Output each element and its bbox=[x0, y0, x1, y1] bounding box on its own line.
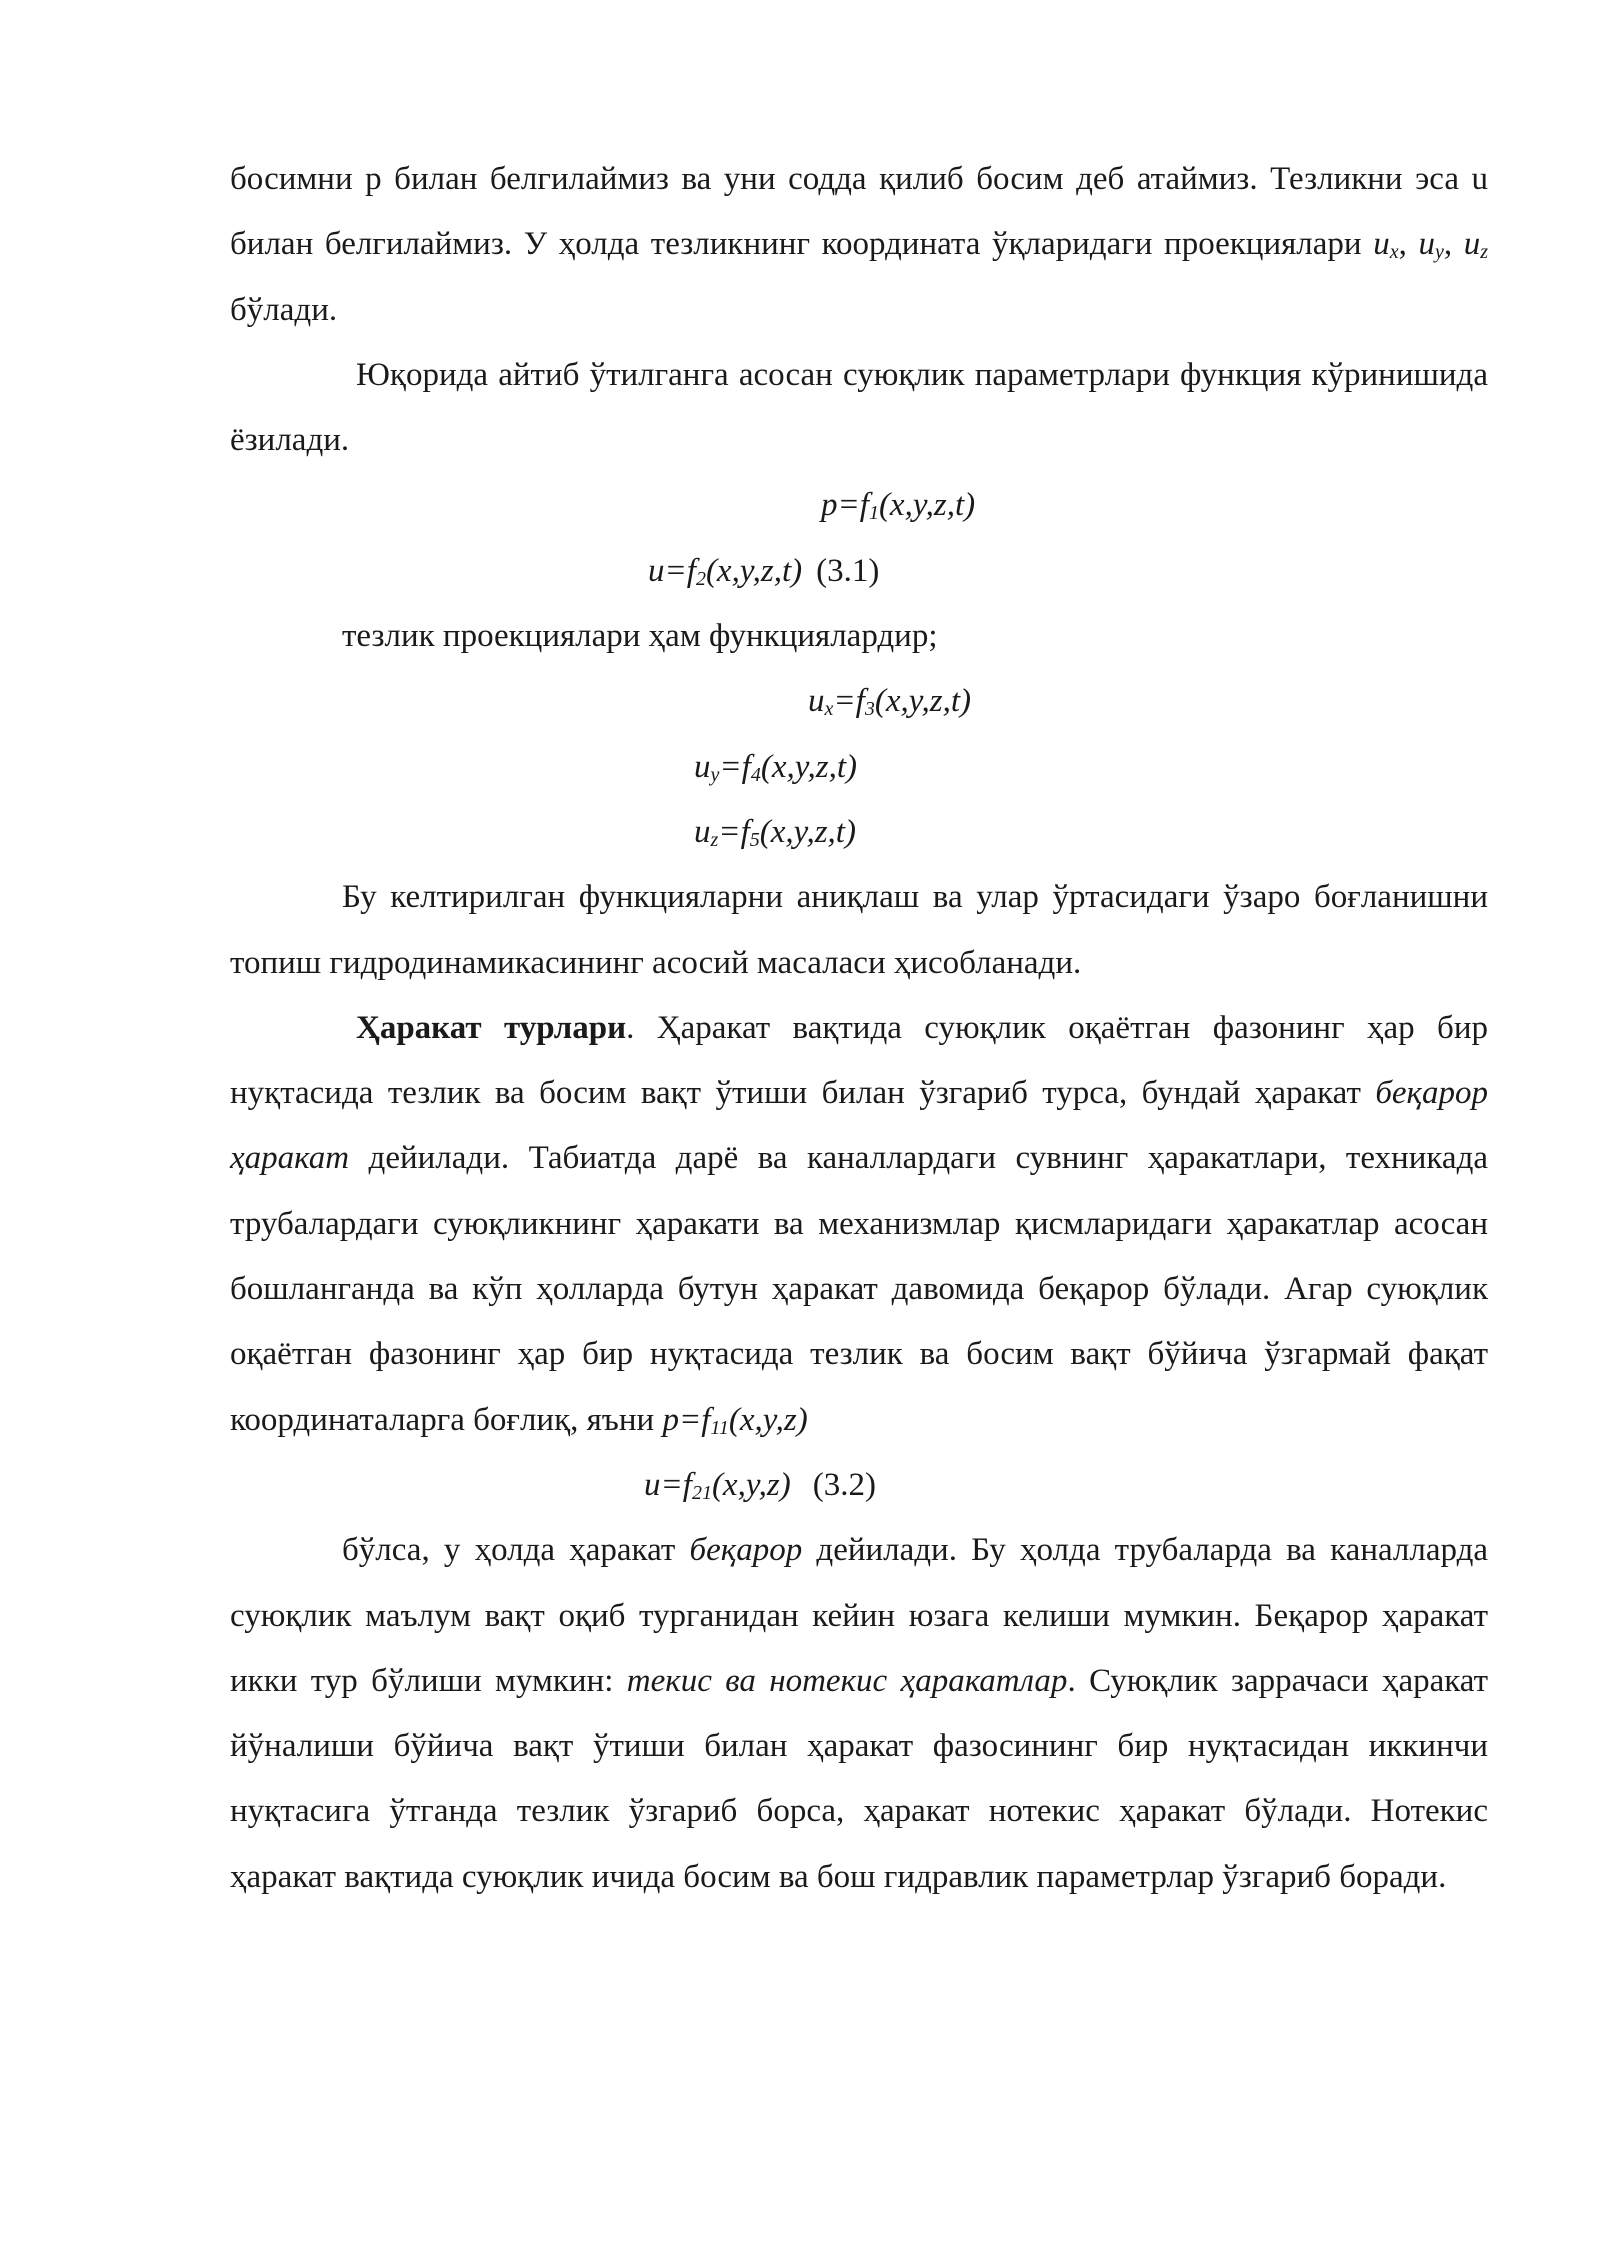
equation-pressure bbox=[230, 473, 1488, 538]
subscript-y: y bbox=[710, 763, 720, 786]
eq-lhs: =f bbox=[719, 748, 751, 785]
equation-velocity bbox=[230, 539, 1488, 604]
text-run: . Ҳаракат вақтида суюқлик оқаётган фазонинг ҳар бир нуқтасида тезлик ва босим вақт ўтиши билан ўзгариб турса, бундай ҳаракат bbox=[230, 1009, 1488, 1112]
subscript-y: y bbox=[1434, 241, 1444, 264]
text-run: . Суюқлик заррачаси ҳаракат йўналиши бўйича вақт ўтиши билан ҳаракат фазосининг бир нуқтасидан иккинчи нуқтасига ўтганда тезлик ўзгариб борса, ҳаракат нотекис ҳаракат бўлади. Нотекис ҳаракат вақтида суюқлик ичида босим ва бош гидравлик параметрлар ўзгариб боради. bbox=[230, 1662, 1488, 1895]
eq-rhs: (x,y,z,t) bbox=[874, 683, 972, 720]
equation-uy bbox=[230, 735, 1488, 800]
subscript-z: z bbox=[710, 828, 719, 851]
eq-rhs: (x,y,z) bbox=[711, 1466, 791, 1503]
text-run: , bbox=[1398, 226, 1419, 263]
emphasis: текис ва нотекис ҳаракатлар bbox=[626, 1662, 1068, 1699]
paragraph-5 bbox=[230, 1518, 1488, 1910]
equation-number: (3.1) bbox=[816, 552, 880, 589]
emphasis: беқарор ҳаракат bbox=[230, 1075, 1488, 1177]
eq-sub: 4 bbox=[750, 763, 761, 786]
symbol-u: u bbox=[1373, 226, 1390, 263]
text-run: дейилади. Табиатда дарё ва каналлардаги сувнинг ҳаракатлари, техникада трубалардаги суюқликнинг ҳаракати ва механизмлар қисмларидаги ҳаракатлар асосан бошланганда ва кўп ҳолларда бутун ҳаракат давомида беқарор бўлади. Агар суюқлик оқаётган фазонинг ҳар бир нуқтасида тезлик ва босим вақт бўйича ўзгармай фақат координаталарга боғлиқ, яъни bbox=[230, 1140, 1488, 1438]
eq-lhs: p=f bbox=[662, 1401, 711, 1438]
text-run: бўлса, у ҳолда ҳаракат bbox=[342, 1532, 690, 1569]
subscript-z: z bbox=[1480, 241, 1489, 264]
symbol-u: u bbox=[808, 683, 825, 720]
velocity-symbol bbox=[1373, 226, 1398, 262]
symbol-u: u bbox=[694, 748, 711, 785]
eq-lhs: =f bbox=[833, 683, 865, 720]
equation-uz bbox=[230, 800, 1488, 865]
eq-sub: 1 bbox=[868, 502, 879, 525]
equation-steady-velocity bbox=[230, 1453, 1488, 1518]
text-run: дейилади. Бу ҳолда трубаларда ва каналларда суюқлик маълум вақт оқиб турганидан кейин юзага келиши мумкин. Беқарор ҳаракат икки тур бўлиши мумкин: bbox=[230, 1532, 1489, 1699]
eq-lhs: p=f bbox=[821, 487, 869, 524]
eq-rhs: (x,y,z) bbox=[728, 1401, 808, 1438]
text-run: , bbox=[1443, 226, 1464, 263]
eq-sub: 11 bbox=[710, 1416, 729, 1439]
eq-sub: 21 bbox=[691, 1481, 712, 1504]
eq-sub: 5 bbox=[749, 828, 760, 851]
eq-sub: 2 bbox=[695, 567, 706, 590]
eq-sub: 3 bbox=[864, 698, 875, 721]
section-heading: Ҳаракат турлари bbox=[356, 1009, 627, 1046]
symbol-u: u bbox=[1463, 226, 1481, 263]
paragraph-2: Юқорида айтиб ўтилганга асосан суюқлик параметрлари функция кўринишида ёзилади. bbox=[230, 356, 1488, 459]
paragraph-projections: тезлик проекциялари ҳам функциялардир; bbox=[342, 618, 938, 655]
eq-lhs: =f bbox=[718, 813, 750, 850]
emphasis: беқарор bbox=[689, 1532, 803, 1569]
velocity-symbol bbox=[1418, 226, 1443, 262]
subscript-x: x bbox=[824, 698, 834, 721]
velocity-symbol bbox=[1464, 226, 1488, 262]
paragraph-1 bbox=[230, 147, 1488, 343]
eq-lhs: u=f bbox=[648, 552, 696, 589]
text-run: босимни р билан белгилаймиз ва уни содда қилиб босим деб атаймиз. Тезликни эса u билан белгилаймиз. У ҳолда тезликнинг координата ўқларидаги проекциялари bbox=[230, 161, 1488, 263]
symbol-u: u bbox=[1418, 226, 1435, 263]
eq-rhs: (x,y,z,t) bbox=[759, 813, 856, 850]
symbol-u: u bbox=[694, 813, 711, 850]
paragraph-3: Бу келтирилган функцияларни аниқлаш ва улар ўртасидаги ўзаро боғланишни топиш гидродинамикасининг асосий масаласи ҳисобланади. bbox=[230, 879, 1488, 981]
eq-rhs: (x,y,z,t) bbox=[760, 748, 858, 785]
document-page bbox=[230, 147, 1488, 1910]
paragraph-motion-types bbox=[230, 996, 1488, 1453]
equation-number: (3.2) bbox=[812, 1466, 876, 1503]
text-run: бўлади. bbox=[230, 291, 338, 328]
eq-rhs: (x,y,z,t) bbox=[878, 487, 976, 524]
equation-ux bbox=[230, 669, 1488, 734]
eq-lhs: u=f bbox=[644, 1466, 692, 1503]
eq-rhs: (x,y,z,t) bbox=[705, 552, 803, 589]
subscript-x: x bbox=[1389, 241, 1399, 264]
